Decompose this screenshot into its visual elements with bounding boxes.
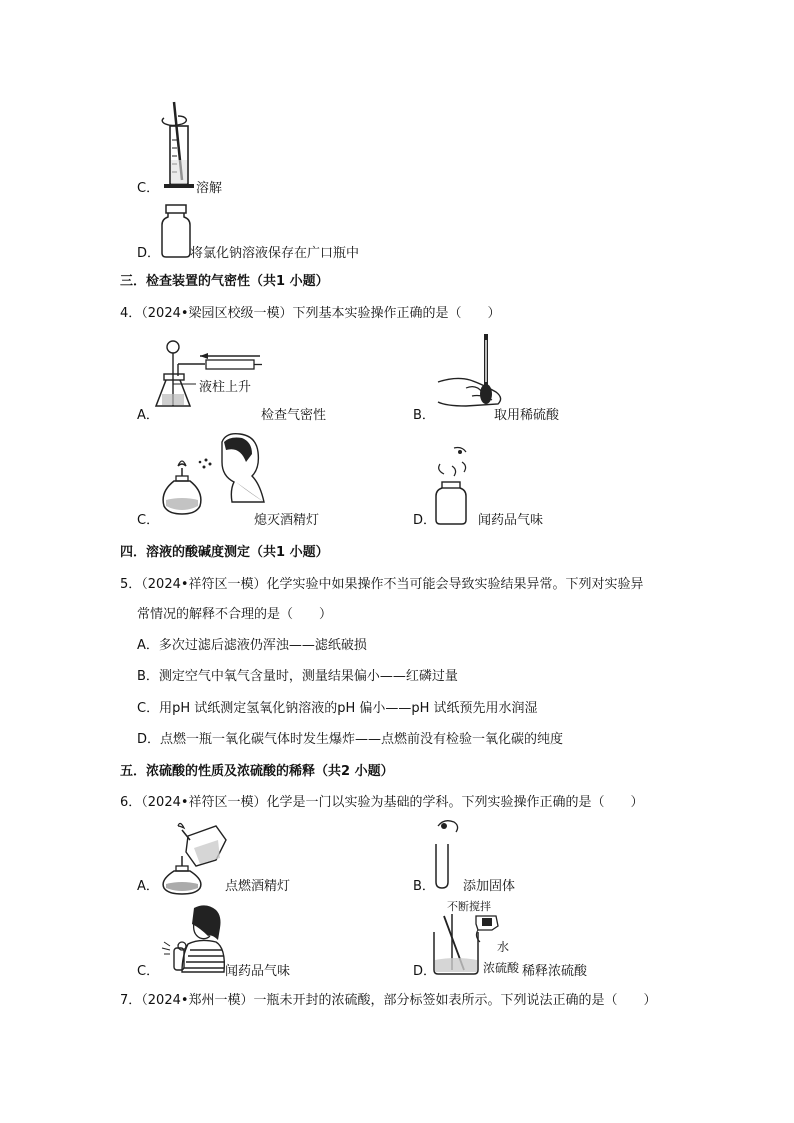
option-a-letter: A． (137, 408, 159, 423)
smell-chemical-figure (432, 444, 476, 524)
question-5-option-b: B．测定空气中氧气含量时，测量结果偏小——红磷过量 (137, 669, 458, 684)
question-5-stem-line-1: 5．（2024•祥符区一模）化学实验中如果操作不当可能会导致实验结果异常。下列对实验异 (120, 577, 644, 592)
q6-option-d-caption: 稀释浓硫酸 (522, 964, 588, 979)
option-c-caption: 溶解 (196, 181, 223, 196)
question-4-stem: 4．（2024•梁园区校级一模）下列基本实验操作正确的是（ ） (120, 306, 501, 321)
q6-option-a-letter: A． (137, 879, 159, 894)
q6-option-c-caption: 闻药品气味 (225, 964, 291, 979)
option-c2-caption: 熄灭酒精灯 (254, 513, 320, 528)
option-a-caption: 检查气密性 (261, 408, 327, 423)
q6-option-b-caption: 添加固体 (463, 879, 516, 894)
airtightness-check-figure (150, 336, 270, 412)
liquid-column-rise-label: 液柱上升 (199, 380, 252, 395)
section-5-title: 五．浓硫酸的性质及浓硫酸的稀释（共2 小题） (120, 764, 394, 779)
option-c2-letter: C． (137, 513, 160, 528)
option-d2-letter: D． (413, 513, 437, 528)
option-b-caption: 取用稀硫酸 (494, 408, 560, 423)
option-d-caption: 将氯化钠溶液保存在广口瓶中 (190, 246, 360, 261)
section-3-title: 三．检查装置的气密性（共1 小题） (120, 274, 329, 289)
question-7-stem: 7．（2024•郑州一模）一瓶未开封的浓硫酸，部分标签如表所示。下列说法正确的是（ ） (120, 993, 657, 1008)
option-b-letter: B． (413, 408, 435, 423)
dissolve-cylinder-figure (160, 100, 200, 192)
question-5-option-d: D．点燃一瓶一氧化碳气体时发生爆炸——点燃前没有检验一氧化碳的纯度 (137, 732, 564, 747)
dropper-hand-figure (436, 332, 516, 412)
option-d-letter: D． (137, 246, 161, 261)
q6-option-c-letter: C． (137, 964, 160, 979)
add-solid-test-tube-figure (430, 816, 466, 890)
light-lamp-figure (160, 822, 230, 896)
question-5-stem-line-2: 常情况的解释不合理的是（ ） (137, 607, 333, 622)
question-5-option-c: C．用pH 试纸测定氢氧化钠溶液的pH 偏小——pH 试纸预先用水润湿 (137, 701, 538, 716)
wide-mouth-bottle-figure (160, 203, 192, 259)
option-c-letter: C． (137, 181, 160, 196)
section-4-title: 四．溶液的酸碱度测定（共1 小题） (120, 545, 329, 560)
concentrated-acid-label: 浓硫酸 (483, 961, 520, 975)
option-d2-caption: 闻药品气味 (478, 513, 544, 528)
stir-continuously-label: 不断搅拌 (447, 900, 491, 913)
q6-option-d-letter: D． (413, 964, 437, 979)
question-5-option-a: A．多次过滤后滤液仍浑浊——滤纸破损 (137, 638, 367, 653)
water-label: 水 (497, 940, 510, 954)
q6-option-a-caption: 点燃酒精灯 (225, 879, 291, 894)
girl-smelling-figure (160, 904, 226, 974)
question-6-stem: 6．（2024•祥符区一模）化学是一门以实验为基础的学科。下列实验操作正确的是（ ） (120, 795, 644, 810)
q6-option-b-letter: B． (413, 879, 435, 894)
